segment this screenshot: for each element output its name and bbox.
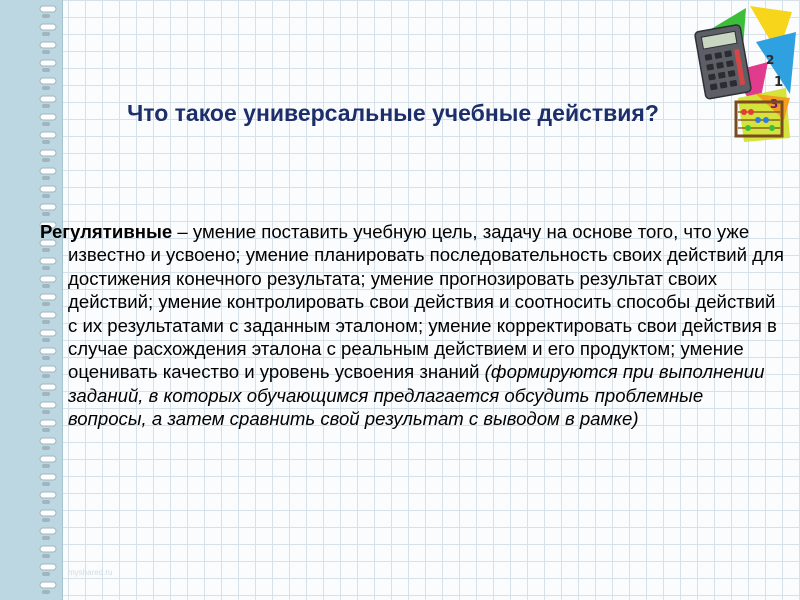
binding-hole: [42, 500, 50, 504]
binding-hole: [42, 446, 50, 450]
binding-hole: [42, 158, 50, 162]
binding-ring: [40, 114, 56, 120]
binding-hole: [42, 122, 50, 126]
binding-hole: [42, 464, 50, 468]
binding-hole: [42, 50, 50, 54]
svg-text:1: 1: [774, 75, 784, 90]
binding-ring: [40, 456, 56, 462]
svg-text:2: 2: [766, 53, 775, 67]
binding-hole: [42, 140, 50, 144]
binding-hole: [42, 518, 50, 522]
svg-text:3: 3: [770, 97, 779, 111]
binding-ring: [40, 564, 56, 570]
binding-ring: [40, 204, 56, 210]
binding-hole: [42, 104, 50, 108]
binding-ring: [40, 186, 56, 192]
binding-ring: [40, 582, 56, 588]
binding-ring: [40, 60, 56, 66]
binding-ring: [40, 78, 56, 84]
binding-ring: [40, 168, 56, 174]
binding-ring: [40, 492, 56, 498]
binding-ring: [40, 6, 56, 12]
binding-hole: [42, 32, 50, 36]
binding-hole: [42, 86, 50, 90]
binding-ring: [40, 474, 56, 480]
binding-ring: [40, 510, 56, 516]
binding-ring: [40, 24, 56, 30]
binding-hole: [42, 194, 50, 198]
definition-note: (формируются при выполнении заданий, в которых обучающимся предлагается обсудить проблемные вопросы, а затем сравнить свой результат с выводом в рамке): [68, 361, 765, 430]
binding-hole: [42, 482, 50, 486]
binding-hole: [42, 554, 50, 558]
binding-ring: [40, 96, 56, 102]
slide-title: Что такое универсальные учебные действия?: [127, 100, 659, 126]
binding-hole: [42, 14, 50, 18]
binding-ring: [40, 528, 56, 534]
binding-hole: [42, 176, 50, 180]
binding-ring: [40, 438, 56, 444]
binding-ring: [40, 42, 56, 48]
calculator-clipart-icon: [686, 2, 798, 144]
watermark: myshared.ru: [68, 568, 113, 577]
definition-paragraph: [40, 220, 786, 431]
binding-hole: [42, 590, 50, 594]
definition-term: Регулятивные: [40, 221, 173, 242]
binding-hole: [42, 68, 50, 72]
definition-text: – умение поставить учебную цель, задачу на основе того, что уже известно и усвоено; умение планировать последовательность своих действий для достижения конечного результата; умение прогнозировать результат своих действий; умение контролировать свои действия и соотносить способы действий с их результатами с заданным эталоном; умение корректировать свои действия в случае расхождения эталона с реальным действием и его продуктом; умение оценивать качество и уровень усвоения знаний: [68, 221, 784, 383]
binding-ring: [40, 132, 56, 138]
binding-hole: [42, 572, 50, 576]
binding-ring: [40, 546, 56, 552]
binding-hole: [42, 212, 50, 216]
binding-ring: [40, 150, 56, 156]
binding-hole: [42, 536, 50, 540]
